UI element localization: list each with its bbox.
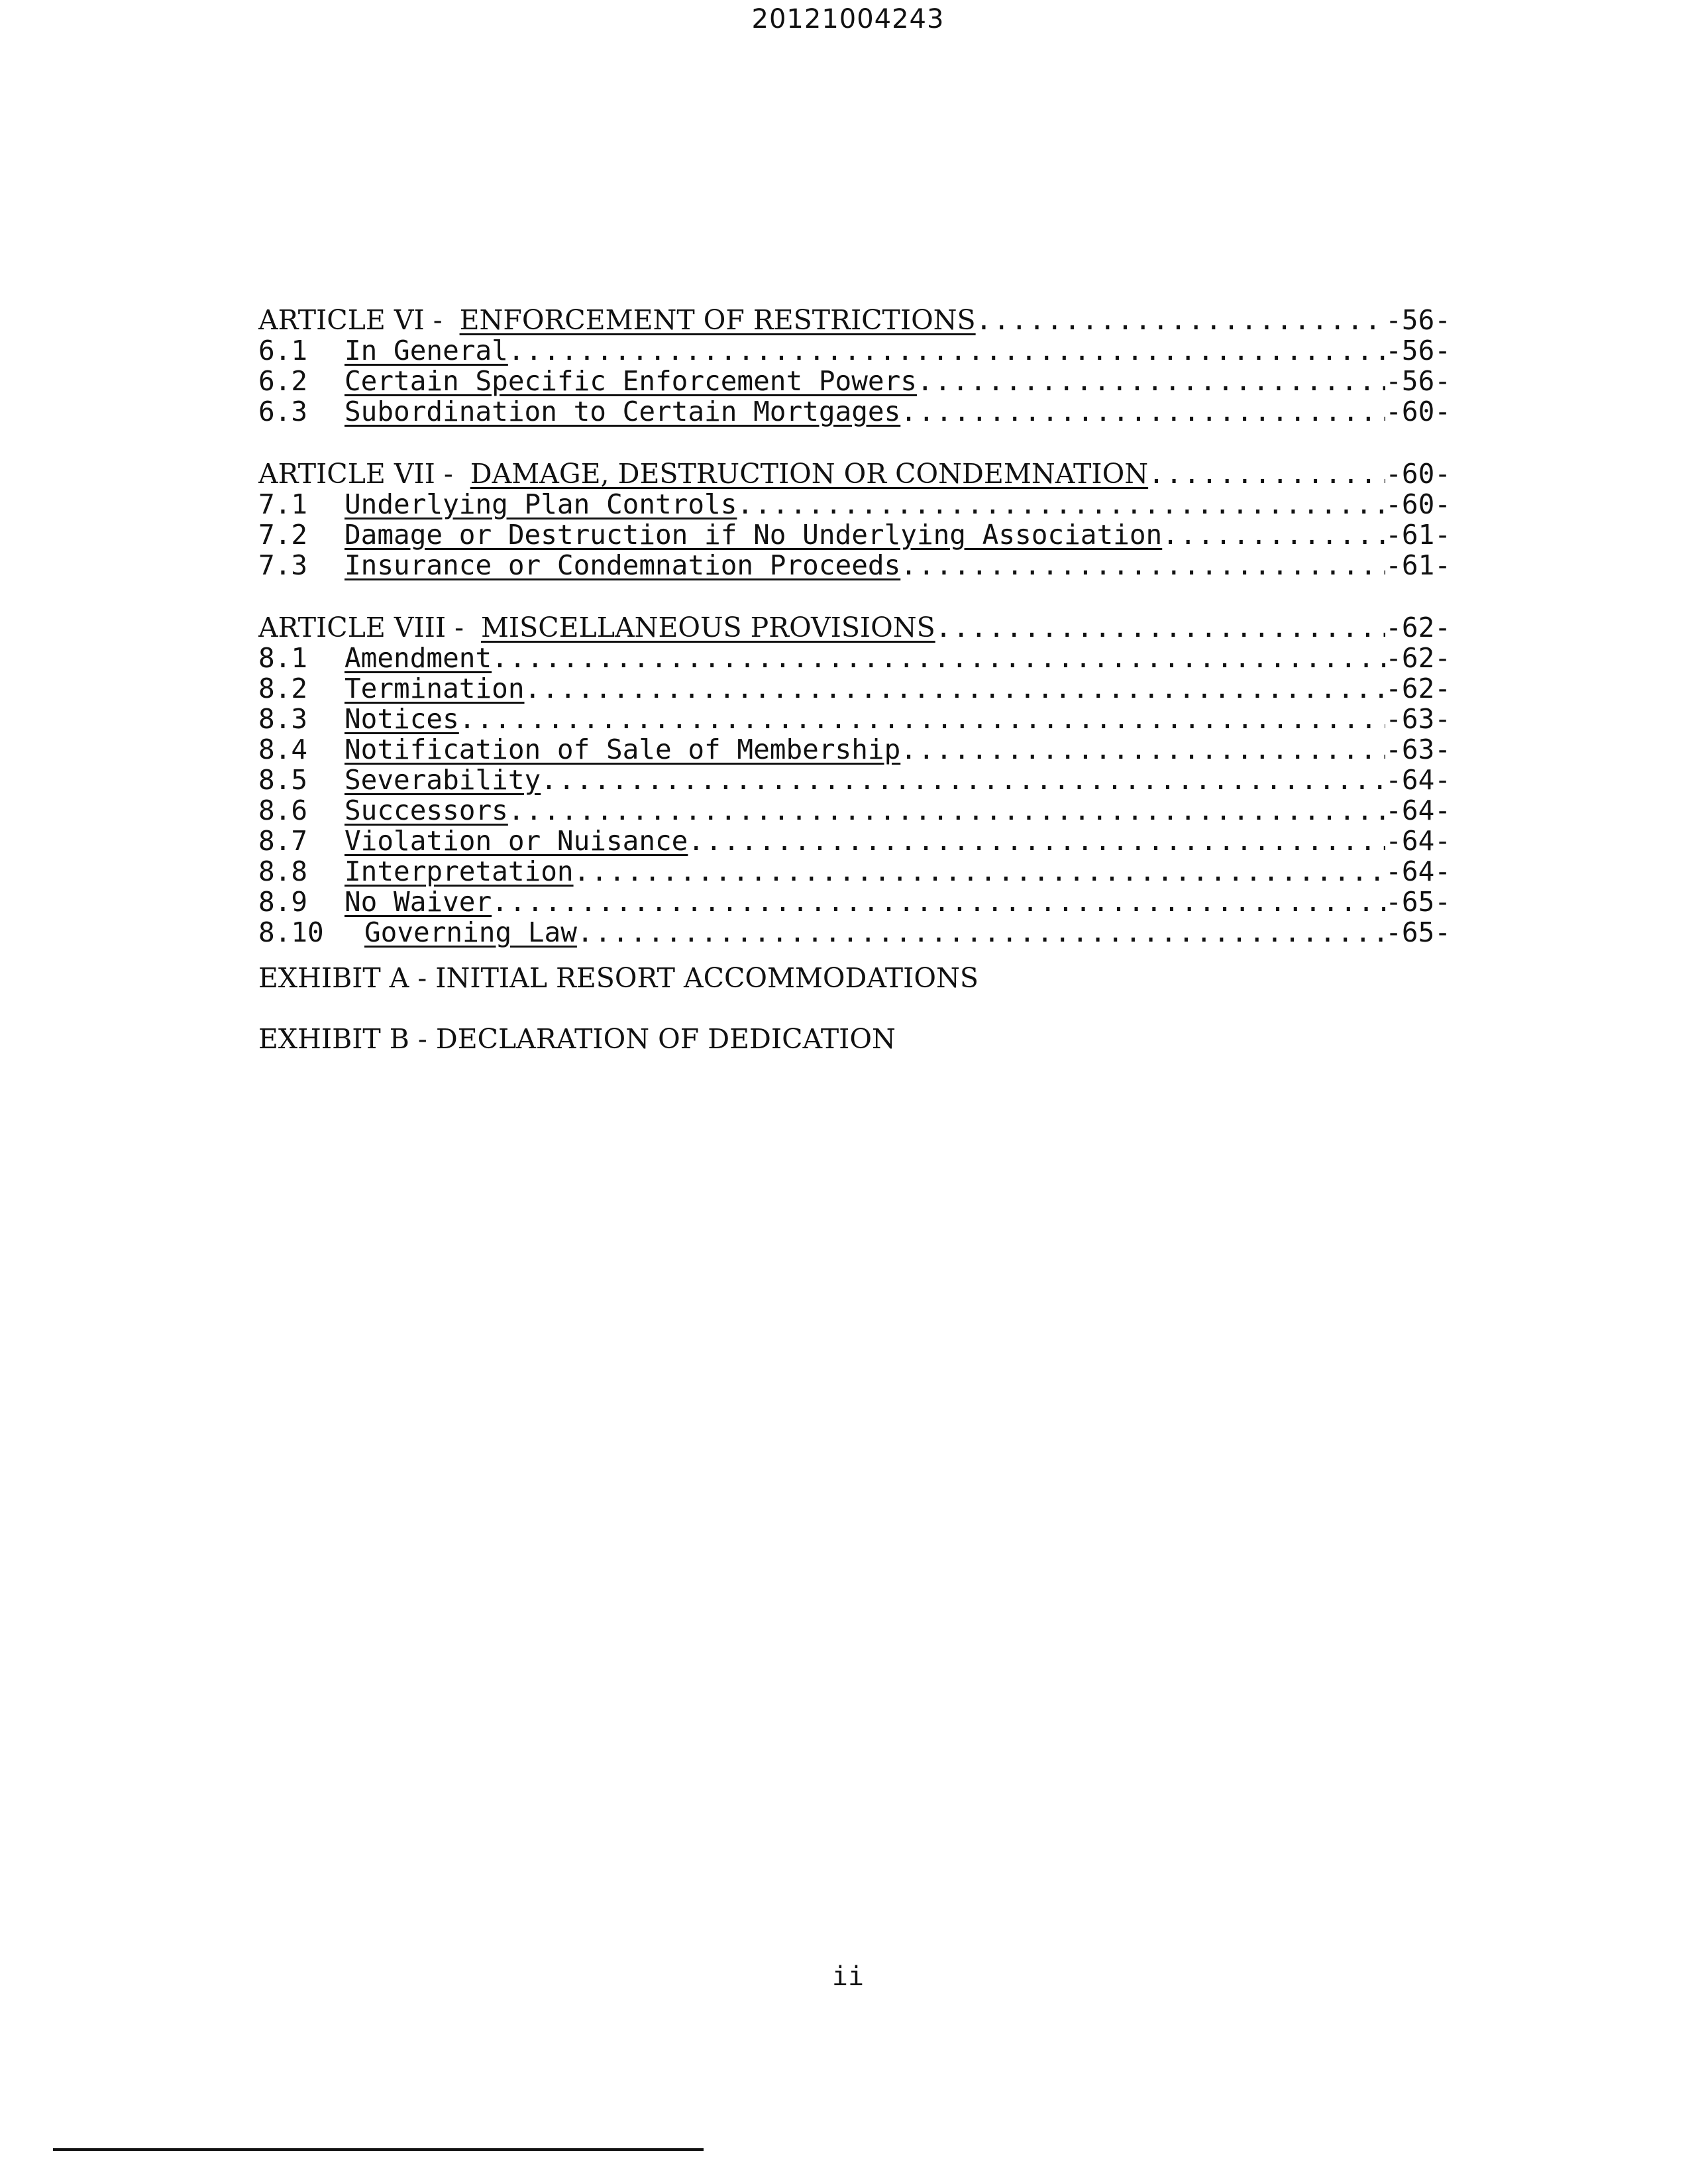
section-number: 8.7 xyxy=(258,826,308,856)
dot-leader xyxy=(1162,519,1385,550)
toc-entry xyxy=(258,643,1451,673)
dot-leader xyxy=(492,643,1385,673)
dot-leader xyxy=(508,795,1385,826)
section-number: 8.10 xyxy=(258,917,324,948)
dot-leader xyxy=(492,887,1385,917)
toc-entry xyxy=(258,550,1451,580)
dot-leader xyxy=(737,489,1385,519)
dot-leader xyxy=(508,335,1385,366)
toc-entry xyxy=(258,795,1451,826)
section-title: Underlying Plan Controls xyxy=(344,489,737,519)
section-number: 6.3 xyxy=(258,396,308,427)
page-number: -63- xyxy=(1385,734,1451,765)
section-number: 8.8 xyxy=(258,856,308,887)
toc-entry xyxy=(258,366,1451,396)
article-label: ARTICLE VIII - xyxy=(258,612,464,643)
toc-entry xyxy=(258,765,1451,795)
section-title: Severability xyxy=(344,765,541,795)
exhibit-b-entry: EXHIBIT B - DECLARATION OF DEDICATION xyxy=(258,1023,896,1055)
page-number: -65- xyxy=(1385,887,1451,917)
page-number: -60- xyxy=(1385,396,1451,427)
dot-leader xyxy=(976,305,1386,335)
dot-leader xyxy=(459,704,1385,734)
page-number: -60- xyxy=(1385,459,1451,489)
dot-leader xyxy=(541,765,1385,795)
section-title: Interpretation xyxy=(344,856,574,887)
section-title: No Waiver xyxy=(344,887,492,917)
dot-leader xyxy=(577,917,1385,948)
article-title: MISCELLANEOUS PROVISIONS xyxy=(480,612,935,643)
toc-entry xyxy=(258,335,1451,366)
section-number: 6.1 xyxy=(258,335,308,366)
page-number: -62- xyxy=(1385,643,1451,673)
section-title: Notification of Sale of Membership xyxy=(344,734,901,765)
section-number: 8.6 xyxy=(258,795,308,826)
page-number: -62- xyxy=(1385,673,1451,704)
section-number: 8.1 xyxy=(258,643,308,673)
dot-leader xyxy=(917,366,1385,396)
article-label: ARTICLE VI - xyxy=(258,305,443,335)
page-number-footer: ii xyxy=(831,1961,865,1992)
section-number: 7.1 xyxy=(258,489,308,519)
page-number: -63- xyxy=(1385,704,1451,734)
dot-leader xyxy=(935,612,1386,643)
page-number: -56- xyxy=(1385,335,1451,366)
article-title: DAMAGE, DESTRUCTION OR CONDEMNATION xyxy=(470,459,1149,489)
document-number: 20121004243 xyxy=(751,4,945,34)
page-number: -64- xyxy=(1385,856,1451,887)
section-title: Amendment xyxy=(344,643,492,673)
toc-entry xyxy=(258,704,1451,734)
section-number: 8.9 xyxy=(258,887,308,917)
section-title: Notices xyxy=(344,704,459,734)
section-number: 8.3 xyxy=(258,704,308,734)
section-title: Violation or Nuisance xyxy=(344,826,688,856)
section-title: Subordination to Certain Mortgages xyxy=(344,396,901,427)
exhibit-a-entry: EXHIBIT A - INITIAL RESORT ACCOMMODATIONS xyxy=(258,962,979,994)
page-number: -62- xyxy=(1385,612,1451,643)
page-number: -61- xyxy=(1385,519,1451,550)
dot-leader xyxy=(900,550,1385,580)
section-title: Insurance or Condemnation Proceeds xyxy=(344,550,901,580)
toc-entry xyxy=(258,396,1451,427)
section-title: Termination xyxy=(344,673,525,704)
toc-article-heading xyxy=(258,305,1451,335)
page-number: -60- xyxy=(1385,489,1451,519)
toc-entry xyxy=(258,734,1451,765)
article-title: ENFORCEMENT OF RESTRICTIONS xyxy=(459,305,976,335)
article-label: ARTICLE VII - xyxy=(258,459,453,489)
section-number: 8.4 xyxy=(258,734,308,765)
table-of-contents xyxy=(258,305,1451,1069)
section-number: 8.2 xyxy=(258,673,308,704)
section-title: Damage or Destruction if No Underlying Association xyxy=(344,519,1163,550)
section-title: In General xyxy=(344,335,508,366)
section-title: Governing Law xyxy=(364,917,577,948)
section-number: 7.3 xyxy=(258,550,308,580)
toc-entry xyxy=(258,673,1451,704)
section-title: Certain Specific Enforcement Powers xyxy=(344,366,917,396)
section-number: 8.5 xyxy=(258,765,308,795)
footnote-rule xyxy=(53,2148,704,2151)
toc-entry xyxy=(258,519,1451,550)
page-number: -56- xyxy=(1385,366,1451,396)
section-number: 7.2 xyxy=(258,519,308,550)
toc-entry xyxy=(258,826,1451,856)
page-number: -61- xyxy=(1385,550,1451,580)
dot-leader xyxy=(688,826,1385,856)
dot-leader xyxy=(574,856,1386,887)
section-title: Successors xyxy=(344,795,508,826)
page-number: -65- xyxy=(1385,917,1451,948)
dot-leader xyxy=(900,396,1385,427)
toc-entry xyxy=(258,887,1451,917)
page-number: -64- xyxy=(1385,826,1451,856)
dot-leader xyxy=(900,734,1385,765)
toc-article-heading xyxy=(258,612,1451,643)
page-number: -64- xyxy=(1385,765,1451,795)
dot-leader xyxy=(1148,459,1385,489)
dot-leader xyxy=(525,673,1386,704)
section-number: 6.2 xyxy=(258,366,308,396)
page-number: -64- xyxy=(1385,795,1451,826)
toc-entry xyxy=(258,489,1451,519)
toc-entry xyxy=(258,917,1451,948)
page-number: -56- xyxy=(1385,305,1451,335)
toc-article-heading xyxy=(258,459,1451,489)
toc-entry xyxy=(258,856,1451,887)
